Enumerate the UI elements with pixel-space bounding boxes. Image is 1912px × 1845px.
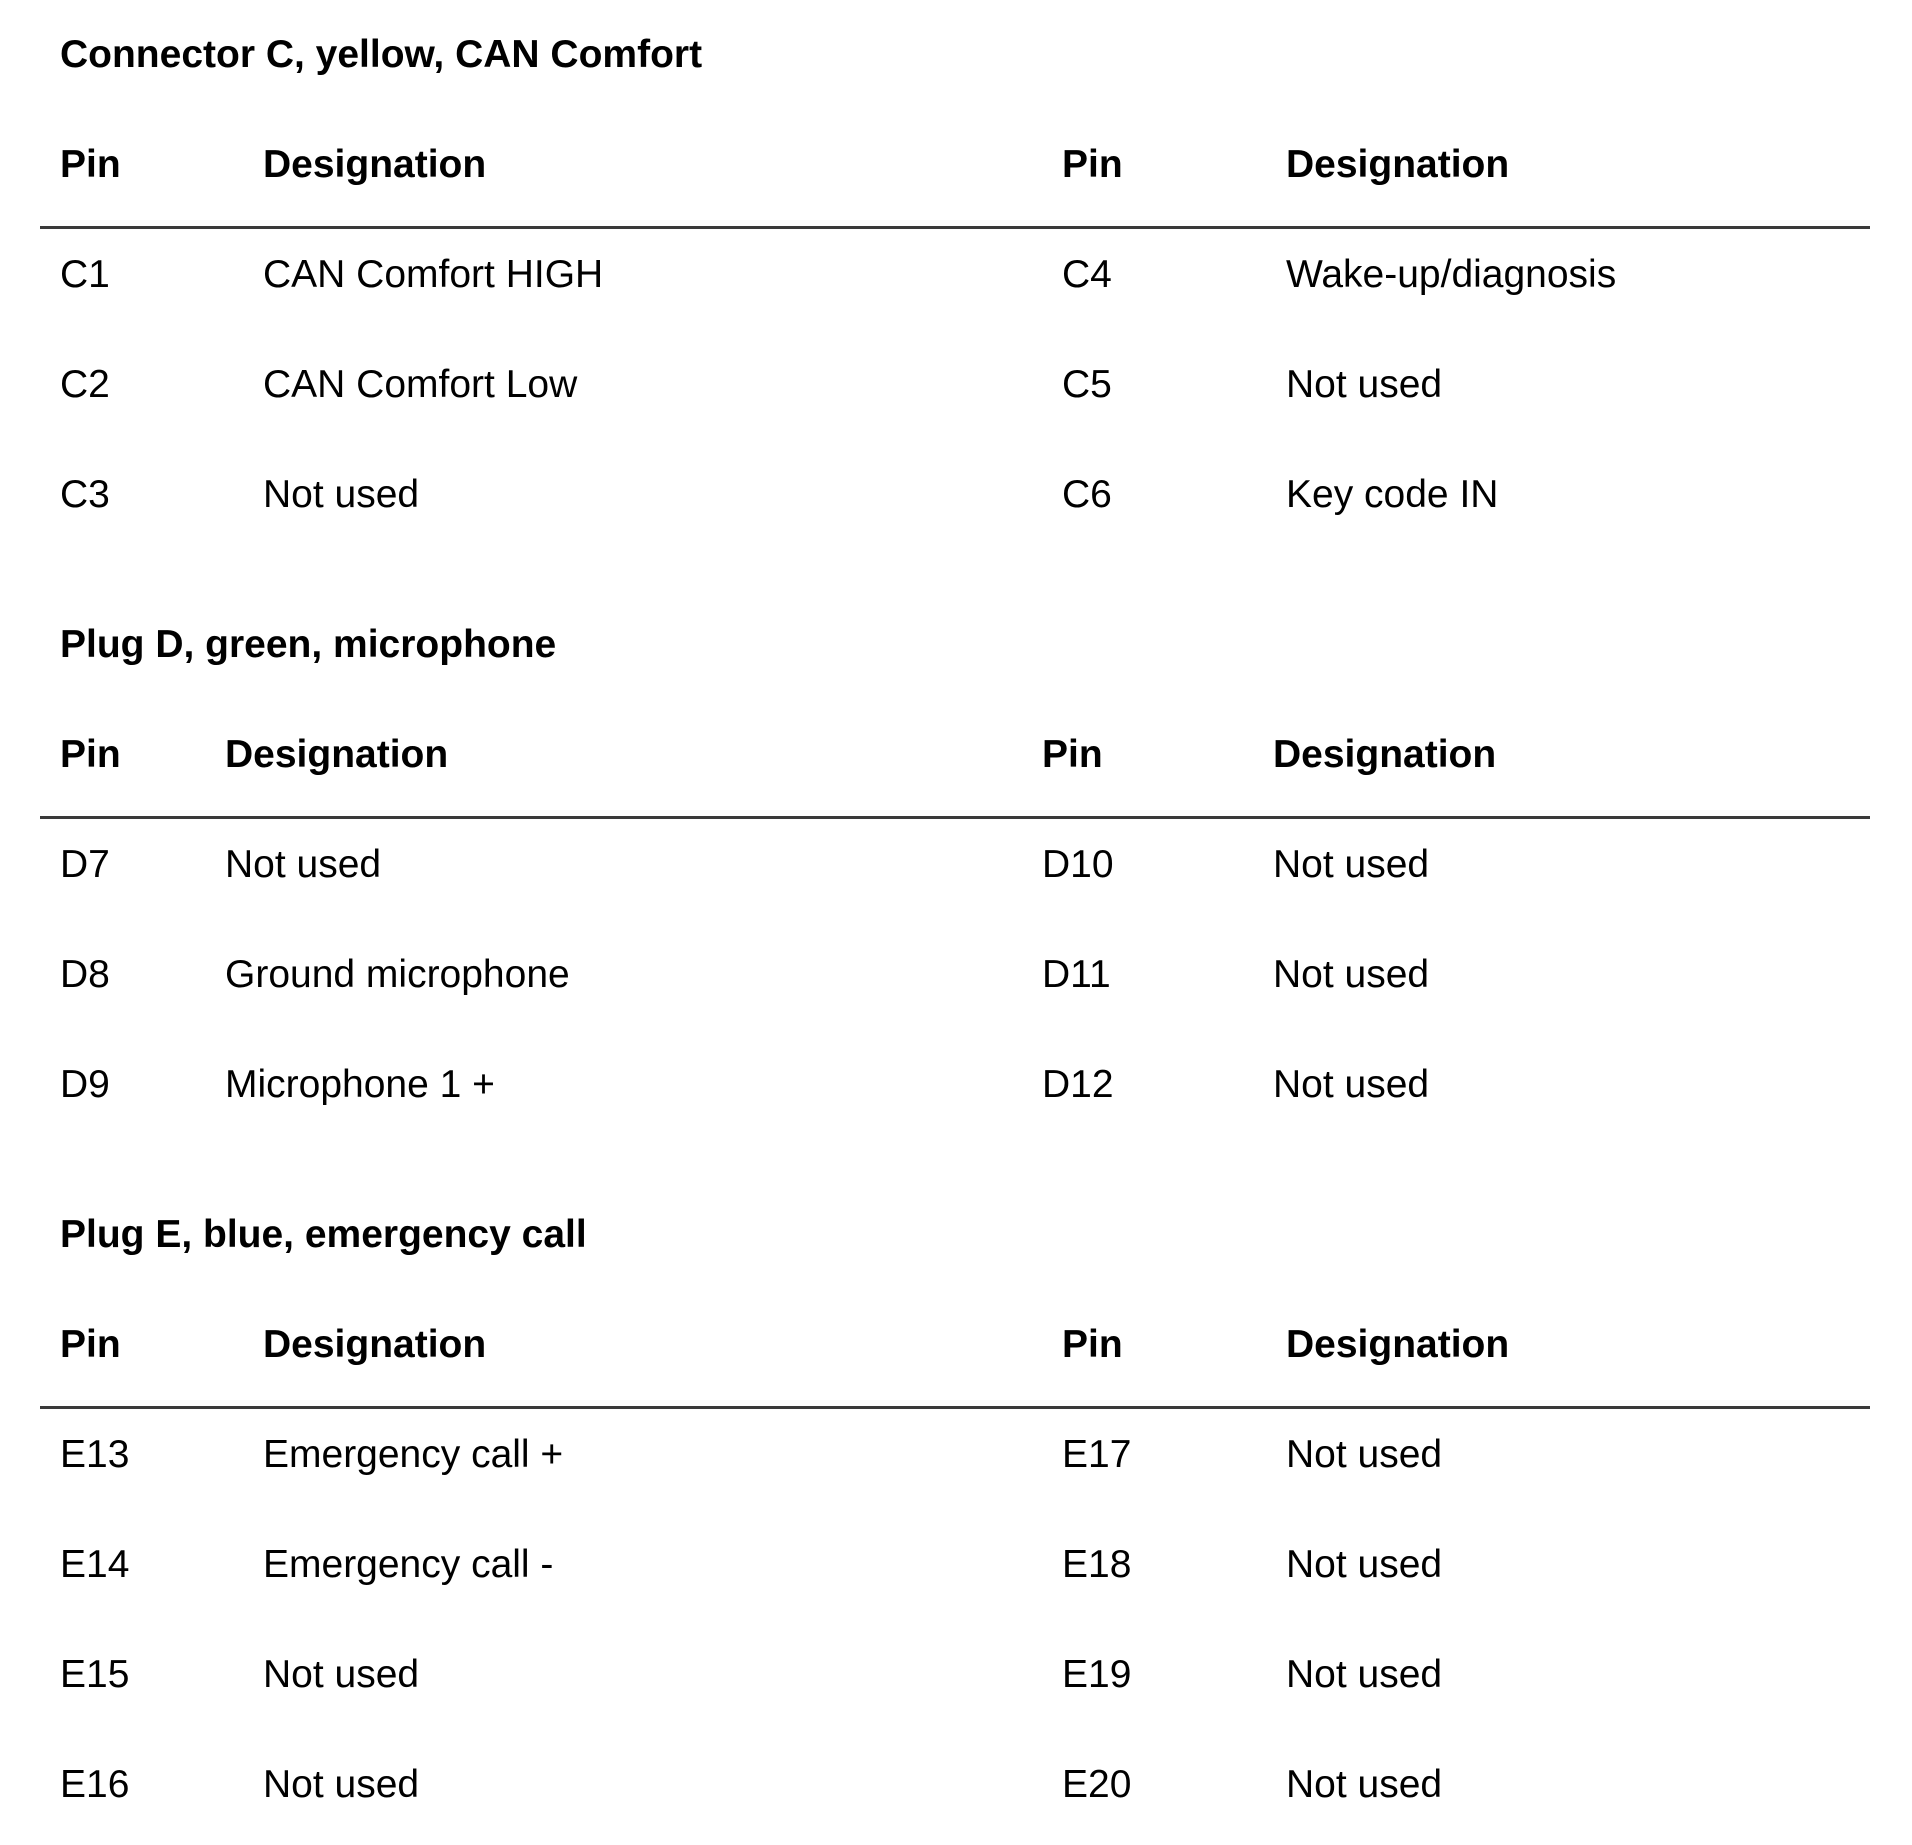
header-designation: Designation	[225, 733, 449, 776]
designation-cell: Not used	[263, 1763, 420, 1806]
header-pin: Pin	[60, 143, 121, 186]
pin-cell: E13	[60, 1433, 130, 1476]
pin-cell: C1	[60, 253, 110, 296]
designation-cell: Not used	[1286, 1543, 1443, 1586]
header-pin: Pin	[1042, 733, 1103, 776]
header-divider	[40, 226, 1870, 229]
header-divider	[40, 816, 1870, 819]
section-title: Plug D, green, microphone	[60, 623, 557, 666]
pin-cell: C5	[1062, 363, 1112, 406]
pin-cell: E18	[1062, 1543, 1132, 1586]
designation-cell: Not used	[263, 473, 420, 516]
header-pin: Pin	[1062, 1323, 1123, 1366]
table-row	[40, 1430, 1870, 1480]
designation-cell: CAN Comfort Low	[263, 363, 578, 406]
designation-cell: Not used	[1273, 953, 1430, 996]
designation-cell: Microphone 1 +	[225, 1063, 495, 1106]
header-pin: Pin	[1062, 143, 1123, 186]
designation-cell: Not used	[225, 843, 382, 886]
table-row	[40, 1760, 1870, 1810]
table-row	[40, 470, 1870, 520]
pin-cell: E16	[60, 1763, 130, 1806]
pin-cell: E17	[1062, 1433, 1132, 1476]
table-row	[40, 840, 1870, 890]
header-designation: Designation	[263, 143, 487, 186]
table-header-row	[40, 1320, 1870, 1370]
designation-cell: Emergency call +	[263, 1433, 564, 1476]
table-row	[40, 1650, 1870, 1700]
designation-cell: CAN Comfort HIGH	[263, 253, 604, 296]
table-header-row	[40, 730, 1870, 780]
header-divider	[40, 1406, 1870, 1409]
pin-cell: E19	[1062, 1653, 1132, 1696]
pin-cell: C3	[60, 473, 110, 516]
designation-cell: Not used	[1286, 363, 1443, 406]
designation-cell: Not used	[1286, 1763, 1443, 1806]
header-pin: Pin	[60, 1323, 121, 1366]
header-pin: Pin	[60, 733, 121, 776]
table-row	[40, 950, 1870, 1000]
pin-cell: D10	[1042, 843, 1114, 886]
table-row	[40, 360, 1870, 410]
pin-cell: E20	[1062, 1763, 1132, 1806]
header-designation: Designation	[1286, 143, 1510, 186]
designation-cell: Key code IN	[1286, 473, 1499, 516]
designation-cell: Not used	[1286, 1653, 1443, 1696]
designation-cell: Not used	[1286, 1433, 1443, 1476]
pin-cell: D7	[60, 843, 110, 886]
section-title: Plug E, blue, emergency call	[60, 1213, 587, 1256]
pin-cell: E15	[60, 1653, 130, 1696]
table-row	[40, 1060, 1870, 1110]
pin-cell: C4	[1062, 253, 1112, 296]
table-row	[40, 250, 1870, 300]
designation-cell: Not used	[263, 1653, 420, 1696]
header-designation: Designation	[1273, 733, 1497, 776]
pin-cell: D8	[60, 953, 110, 996]
table-row	[40, 1540, 1870, 1590]
table-header-row	[40, 140, 1870, 190]
section-title: Connector C, yellow, CAN Comfort	[60, 33, 703, 76]
designation-cell: Wake-up/diagnosis	[1286, 253, 1617, 296]
designation-cell: Not used	[1273, 843, 1430, 886]
pin-cell: E14	[60, 1543, 130, 1586]
pin-cell: C2	[60, 363, 110, 406]
pin-cell: D9	[60, 1063, 110, 1106]
pin-cell: D12	[1042, 1063, 1114, 1106]
designation-cell: Emergency call -	[263, 1543, 554, 1586]
designation-cell: Not used	[1273, 1063, 1430, 1106]
header-designation: Designation	[263, 1323, 487, 1366]
designation-cell: Ground microphone	[225, 953, 570, 996]
pin-cell: D11	[1042, 953, 1111, 996]
pin-cell: C6	[1062, 473, 1112, 516]
header-designation: Designation	[1286, 1323, 1510, 1366]
